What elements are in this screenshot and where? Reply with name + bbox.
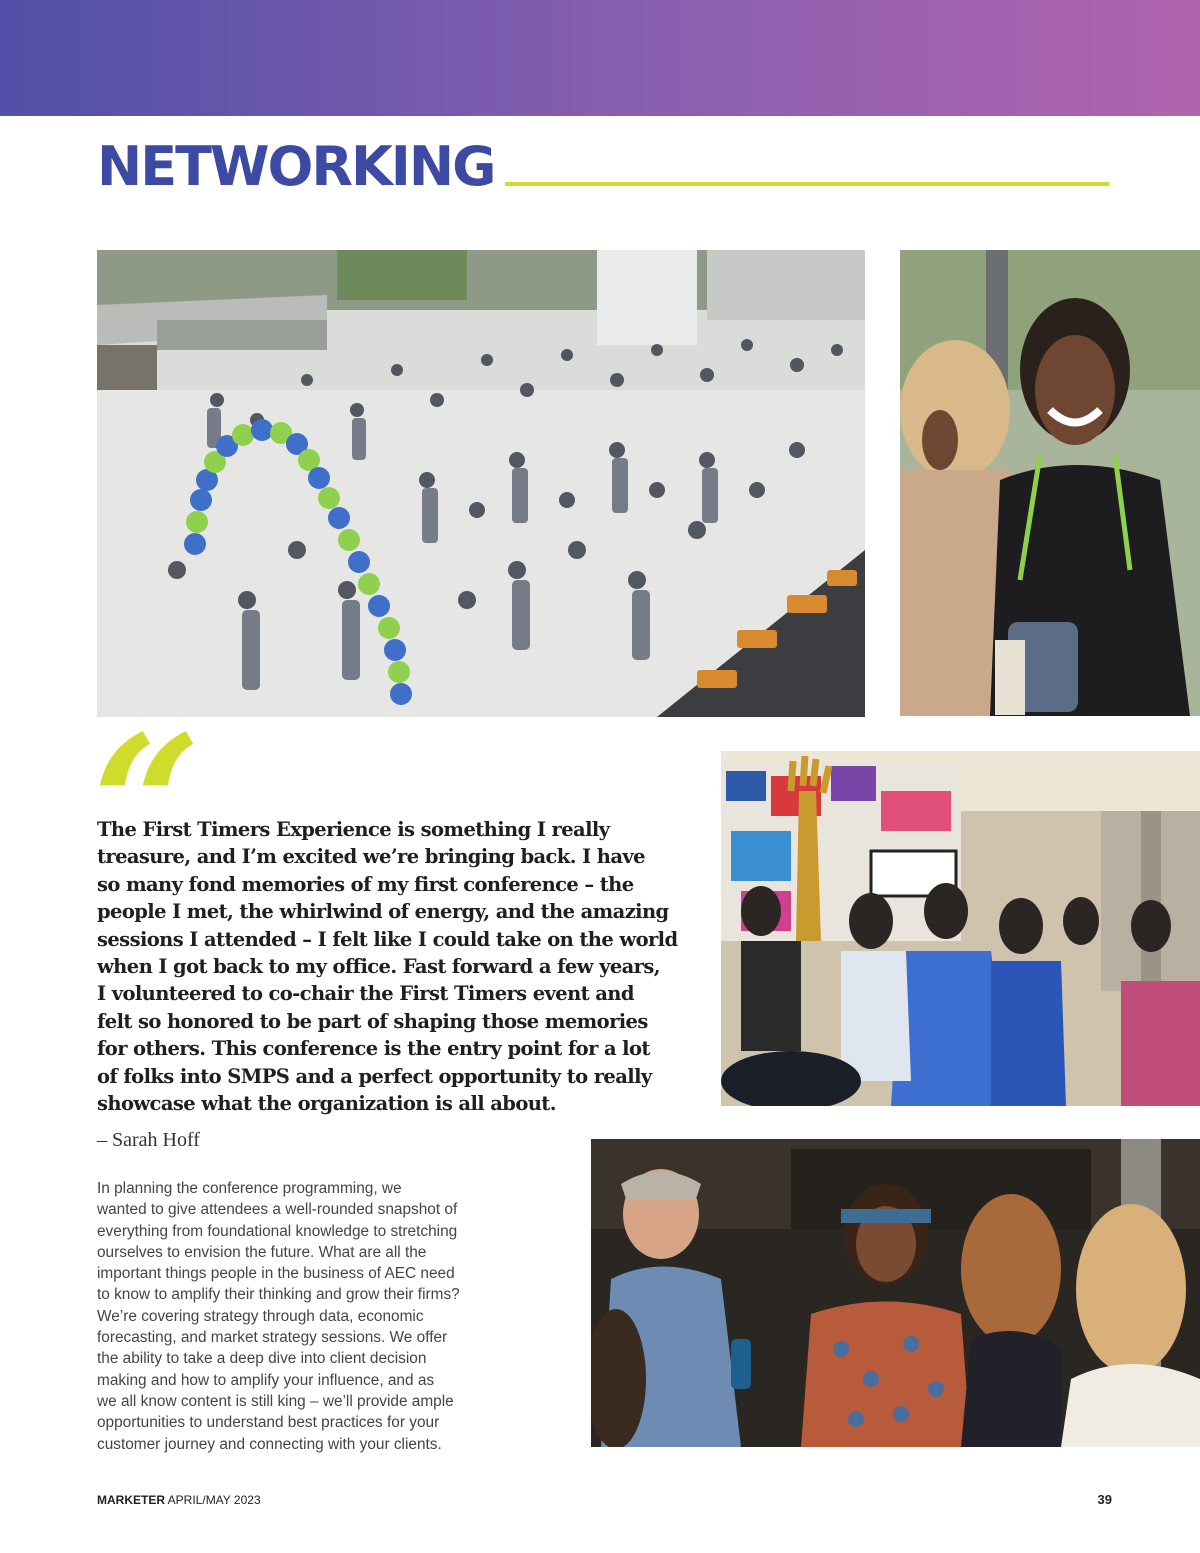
- quote-line: showcase what the organization is all about.: [97, 1092, 556, 1116]
- quote-line: of folks into SMPS and a perfect opportunity to really: [97, 1064, 652, 1088]
- title-underline: [505, 182, 1109, 186]
- quote-line: for others. This conference is the entry point for a lot: [97, 1037, 650, 1061]
- quote-line: people I met, the whirlwind of energy, and the amazing: [97, 900, 669, 924]
- body-line: opportunities to understand best practices for your: [97, 1414, 440, 1432]
- body-line: In planning the conference programming, we: [97, 1180, 402, 1197]
- attendee-smiling-photo: [900, 250, 1200, 716]
- body-line: making and how to amplify your influence, and as: [97, 1371, 435, 1389]
- body-line: the ability to take a deep dive into client decision: [97, 1350, 427, 1368]
- quote-line: treasure, and I’m excited we’re bringing back. I have: [97, 845, 645, 869]
- body-line: wanted to give attendees a well-rounded snapshot of: [97, 1201, 458, 1219]
- publication-name: MARKETER: [97, 1493, 165, 1507]
- body-line: everything from foundational knowledge to stretching: [97, 1222, 458, 1240]
- body-line: We’re covering strategy through data, economic: [97, 1307, 424, 1325]
- body-line: to know to amplify their thinking and grow their firms?: [97, 1286, 460, 1304]
- body-line: ourselves to envision the future. What are all the: [97, 1243, 427, 1261]
- attendees-conversation-photo: [591, 1139, 1200, 1447]
- header-gradient-band: [0, 0, 1200, 116]
- page-footer: [97, 1493, 261, 1507]
- quote-line: when I got back to my office. Fast forward a few years,: [97, 955, 660, 979]
- quote-line: sessions I attended – I felt like I could take on the world: [97, 927, 678, 951]
- quote-line: felt so honored to be part of shaping those memories: [97, 1009, 648, 1033]
- quote-line: I volunteered to co-chair the First Timers event and: [97, 982, 634, 1006]
- courtyard-reception-photo: [97, 250, 865, 717]
- body-line: important things people in the business of AEC need: [97, 1265, 455, 1283]
- body-paragraph: [97, 1178, 567, 1455]
- body-line: forecasting, and market strategy sessions. We offer: [97, 1329, 448, 1347]
- quote-mark: “: [92, 694, 202, 917]
- issue-date: APRIL/MAY 2023: [167, 1493, 261, 1507]
- pull-quote: [97, 816, 678, 1117]
- body-line: we all know content is still king – we’ll provide ample: [97, 1392, 454, 1410]
- section-title: NETWORKING: [97, 135, 495, 198]
- mural-hall-reception-photo: [721, 751, 1200, 1106]
- quote-line: so many fond memories of my first conference – the: [97, 872, 634, 896]
- quote-attribution: – Sarah Hoff: [97, 1129, 200, 1151]
- page-number: 39: [1097, 1492, 1112, 1507]
- quote-line: The First Timers Experience is something I really: [97, 818, 610, 841]
- body-line: customer journey and connecting with your clients.: [97, 1435, 442, 1453]
